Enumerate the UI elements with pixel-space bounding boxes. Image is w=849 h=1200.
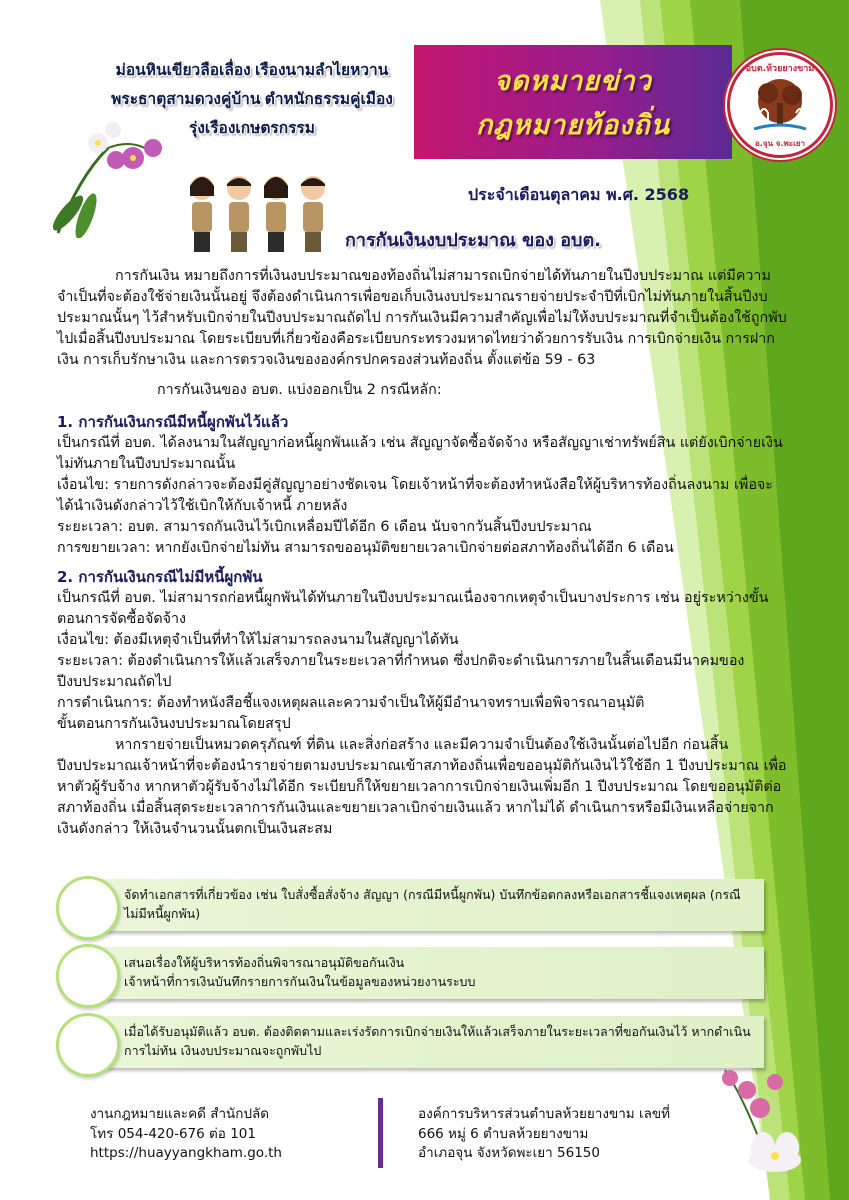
banner-title: จดหมายข่าว (494, 66, 652, 97)
seal-top-text: อบต.ห้วยยางขาม (745, 64, 815, 74)
step-2-line-2: เจ้าหน้าที่การเงินบันทึกรายการกันเงินในข้อมูลของหน่วยงานระบบ (124, 974, 476, 989)
case-1-heading: 1. การกันเงินกรณีมีหนี้ผูกพันไว้แล้ว (57, 413, 289, 431)
case-1-period: ระยะเวลา: อบต. สามารถกันเงินไว้เบิกเหลื่อมปีได้อีก 6 เดือน นับจากวันสิ้นปีงบประมาณ (57, 519, 592, 535)
case-1-extension: การขยายเวลา: หากยังเบิกจ่ายไม่ทัน สามารถขออนุมัติขยายเวลาเบิกจ่ายต่อสภาท้องถิ่นได้อีก 6 เดือน (57, 540, 674, 556)
step-box-1 (78, 879, 764, 931)
article-title: การกันเงินงบประมาณ ของ อบต. (345, 230, 601, 251)
issue-month: ประจำเดือนตุลาคม พ.ศ. 2568 (468, 185, 690, 204)
slogan-line-3: รุ่งเรืองเกษตรกรรม (189, 120, 315, 137)
case-2-description: เป็นกรณีที่ อบต. ไม่สามารถก่อหนี้ผูกพันได้ทันภายในปีงบประมาณเนื่องจากเหตุจำเป็นบางประการ เช่น อยู่ระหว่างขั้นตอนการจัดซื้อจัดจ้าง (57, 590, 769, 627)
orchid-decoration-bottom (705, 1060, 815, 1180)
step-2-circle-icon (56, 944, 120, 1008)
footer-contact (90, 1105, 282, 1164)
footer-phone: โทร 054-420-676 ต่อ 101 (90, 1125, 256, 1142)
case-1-condition: เงื่อนไข: รายการดังกล่าวจะต้องมีคู่สัญญาอย่างชัดเจน โดยเจ้าหน้าที่จะต้องทำหนังสือให้ผู้บริหารท้องถิ่นลงนาม เพื่อจะได้นำเงินดังกล่าวไว้ใช้เบิกให้กับเจ้าหนี้ ภายหลัง (57, 477, 773, 514)
slogan-line-2: พระธาตุสามดวงคู่บ้าน ตำหนักธรรมคู่เมือง (111, 91, 393, 108)
closing-paragraph: หากรายจ่ายเป็นหมวดครุภัณฑ์ ที่ดิน และสิ่งก่อสร้าง และมีความจำเป็นต้องใช้เงินนั้นต่อไปอีก ก่อนสิ้นปีงบประมาณเจ้าหน้าที่จะต้องนำรายจ่ายตามงบประมาณเข้าสภาท้องถิ่นเพื่อขออนุมัติกันเงินไว้ใช้อีก 1 ปีงบประมาณ เพื่อหาตัวผู้รับจ้าง หากหาตัวผู้รับจ้างไม่ได้อีก ระเบียบก็ให้ขยายเวลาการเบิกจ่ายเงินเพิ่มอีก 1 ปีงบประมาณ โดยขออนุมัติต่อสภาท้องถิ่น เมื่อสิ้นสุดระยะเวลาการกันเงินและขยายเวลาเบิกจ่ายเงินแล้ว หากไม่ได้ ดำเนินการหรือมีเงินเหลือจ่ายจากเงินดังกล่าว ให้เงินจำนวนนั้นตกเป็นเงินสะสม (57, 737, 787, 837)
step-3-circle-icon (56, 1013, 120, 1077)
cases-intro: การกันเงินของ อบต. แบ่งออกเป็น 2 กรณีหลัก: (157, 382, 442, 398)
organization-seal-logo (727, 52, 833, 158)
step-1-text: จัดทำเอกสารที่เกี่ยวข้อง เช่น ใบสั่งซื้อสั่งจ้าง สัญญา (กรณีมีหนี้ผูกพัน) บันทึกข้อตกลงหรือเอกสารชี้แจงเหตุผล (กรณีไม่มีหนี้ผูกพัน) (124, 887, 741, 921)
footer-organization: องค์การบริหารส่วนตำบลห้วยยางขาม เลขที่ (418, 1106, 671, 1122)
case-2-period: ระยะเวลา: ต้องดำเนินการให้แล้วเสร็จภายในระยะเวลาที่กำหนด ซึ่งปกติจะดำเนินการภายในสิ้นเดือนมีนาคมของปีงบประมาณถัดไป (57, 653, 745, 690)
intro-paragraph: การกันเงิน หมายถึงการที่เงินงบประมาณของท้องถิ่นไม่สามารถเบิกจ่ายได้ทันภายในปีงบประมาณ แต่มีความจำเป็นที่จะต้องใช้จ่ายเงินนั้นอยู่ จึงต้องดำเนินการเพื่อขอเก็บเงินงบประมาณรายจ่ายประจำปีที่เบิกไม่ทันภายในสิ้นปีงบประมาณนั้นๆ ไว้สำหรับเบิกจ่ายในปีงบประมาณถัดไป การกันเงินมีความสำคัญเพื่อไม่ให้งบประมาณที่จำเป็นต้องใช้ถูกพับไปเมื่อสิ้นปีงบประมาณ โดยระเบียบที่เกี่ยวข้องคือระเบียบกระทรวงมหาดไทยว่าด้วยการรับเงิน การเบิกจ่ายเงิน การฝากเงิน การเก็บรักษาเงิน และการตรวจเงินขององค์กรปกครองส่วนท้องถิ่น ตั้งแต่ข้อ 59 - 63 (57, 268, 787, 368)
banner-subtitle: กฎหมายท้องถิ่น (475, 110, 671, 141)
step-1-circle-icon (56, 876, 120, 940)
step-2-line-1: เสนอเรื่องให้ผู้บริหารท้องถิ่นพิจารณาอนุมัติขอกันเงิน (124, 955, 405, 970)
case-2-condition: เงื่อนไข: ต้องมีเหตุจำเป็นที่ทำให้ไม่สามารถลงนามในสัญญาได้ทัน (57, 632, 459, 648)
case-2-heading: 2. การกันเงินกรณีไม่มีหนี้ผูกพัน (57, 568, 263, 586)
footer-divider (378, 1098, 383, 1168)
footer-address-line-2: อำเภอจุน จังหวัดพะเยา 56150 (418, 1145, 600, 1161)
footer-website-link[interactable]: https://huayyangkham.go.th (90, 1145, 282, 1161)
case-2-summary: ขั้นตอนการกันเงินงบประมาณโดยสรุป (57, 716, 291, 732)
slogan-line-1: ม่อนหินเขียวลือเลื่อง เรืองนามลำไยหวาน (115, 62, 389, 79)
tree-bird-emblem (746, 73, 814, 135)
case-1-description: เป็นกรณีที่ อบต. ได้ลงนามในสัญญาก่อหนี้ผูกพันแล้ว เช่น สัญญาจัดซื้อจัดจ้าง หรือสัญญาเช่าทรัพย์สิน แต่ยังเบิกจ่ายเงินไม่ทันภายในปีงบประมาณนั้น (57, 435, 783, 472)
seal-bottom-text: อ.จุน จ.พะเยา (755, 139, 805, 148)
step-box-2 (78, 947, 764, 999)
case-2-process: การดำเนินการ: ต้องทำหนังสือชี้แจงเหตุผลและความจำเป็นให้ผู้มีอำนาจทราบเพื่อพิจารณาอนุมัติ (57, 695, 645, 711)
staff-characters-illustration (182, 168, 332, 258)
newsletter-banner (414, 45, 732, 159)
footer-department: งานกฎหมายและคดี สำนักปลัด (90, 1106, 270, 1122)
footer-address-line-1: 666 หมู่ 6 ตำบลห้วยยางขาม (418, 1125, 589, 1142)
slogan (92, 56, 412, 143)
footer-address (418, 1105, 670, 1164)
step-box-3 (78, 1016, 764, 1068)
article-body (57, 266, 789, 840)
step-3-text: เมื่อได้รับอนุมัติแล้ว อบต. ต้องติดตามและเร่งรัดการเบิกจ่ายเงินให้แล้วเสร็จภายในระยะเวลาที่ขอกันเงินไว้ หากดำเนินการไม่ทัน เงินงบประมาณจะถูกพับไป (124, 1024, 751, 1058)
